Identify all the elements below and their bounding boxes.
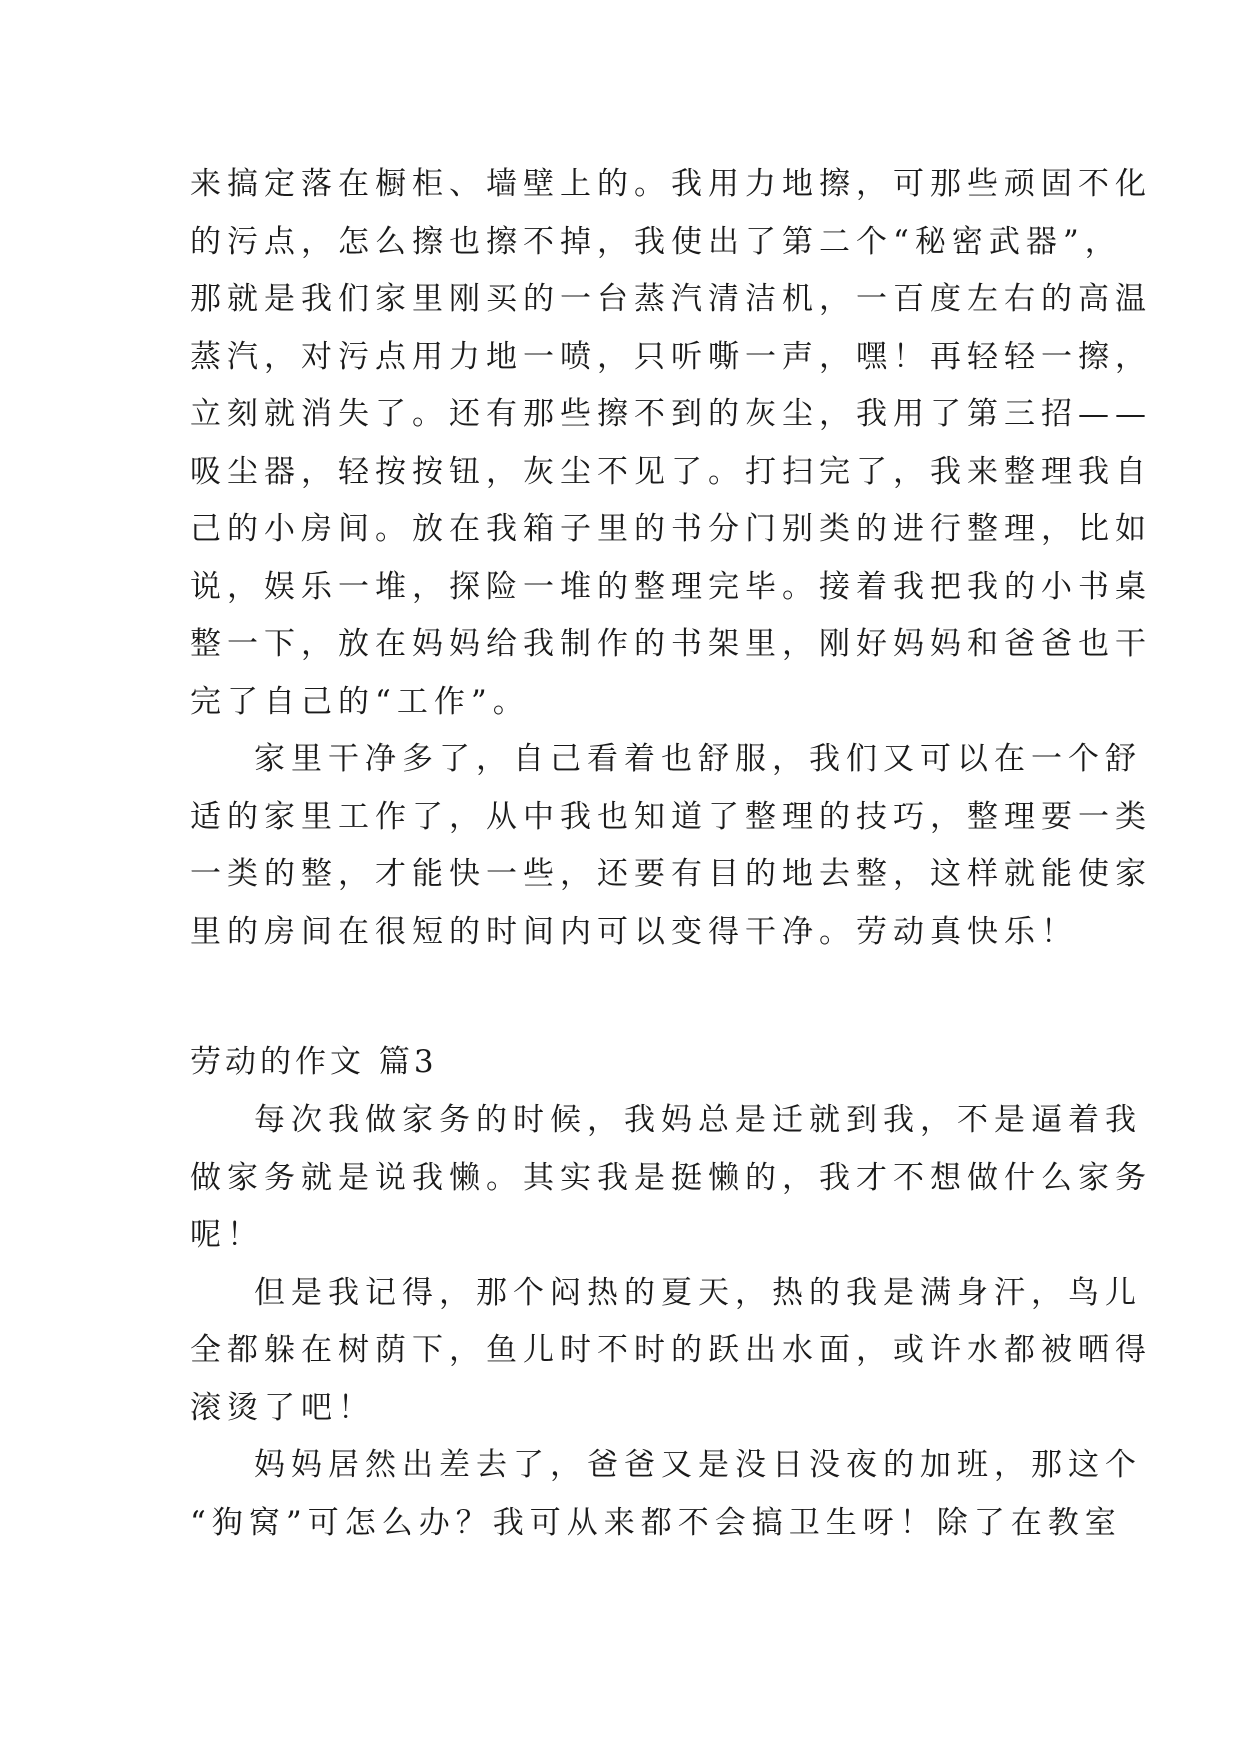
paragraph-line: 吸尘器，轻按按钮，灰尘不见了。打扫完了，我来整理我自 — [190, 453, 1152, 490]
paragraph-line: 立刻就消失了。还有那些擦不到的灰尘，我用了第三招—— — [190, 396, 1152, 432]
paragraph-line: 家里干净多了，自己看着也舒服，我们又可以在一个舒 — [254, 741, 1142, 777]
paragraph-line: 一类的整，才能快一些，还要有目的地去整，这样就能使家 — [190, 856, 1152, 892]
paragraph-line: 蒸汽，对污点用力地一喷，只听嘶一声，嘿！再轻轻一擦， — [190, 338, 1152, 375]
paragraph-line: 那就是我们家里刚买的一台蒸汽清洁机，一百度左右的高温 — [190, 281, 1152, 317]
paragraph-line: 里的房间在很短的时间内可以变得干净。劳动真快乐！ — [190, 913, 1078, 950]
paragraph-line: 全都躲在树荫下，鱼儿时不时的跃出水面，或许水都被晒得 — [190, 1332, 1152, 1368]
paragraph-line: “狗窝”可怎么办？我可从来都不会搞卫生呀！除了在教室 — [190, 1504, 1122, 1541]
essay-3-body — [190, 1092, 1152, 1552]
paragraph-line: 适的家里工作了，从中我也知道了整理的技巧，整理要一类 — [190, 798, 1152, 835]
paragraph-line: 每次我做家务的时候，我妈总是迁就到我，不是逼着我 — [254, 1102, 1142, 1138]
essay-heading: 劳动的作文 篇3 — [190, 1044, 438, 1080]
paragraph-line: 来搞定落在橱柜、墙壁上的。我用力地擦，可那些顽固不化 — [190, 166, 1152, 202]
paragraph-line: 整一下，放在妈妈给我制作的书架里，刚好妈妈和爸爸也干 — [190, 626, 1152, 662]
paragraph-line: 说，娱乐一堆，探险一堆的整理完毕。接着我把我的小书桌 — [190, 568, 1152, 605]
paragraph-line: 呢！ — [190, 1217, 264, 1253]
paragraph-line: 滚烫了吧！ — [190, 1389, 375, 1426]
paragraph-line: 但是我记得，那个闷热的夏天，热的我是满身汗，鸟儿 — [254, 1274, 1142, 1311]
paragraph-line: 己的小房间。放在我箱子里的书分门别类的进行整理，比如 — [190, 511, 1152, 547]
paragraph-line: 做家务就是说我懒。其实我是挺懒的，我才不想做什么家务 — [190, 1159, 1152, 1196]
paragraph-line: 妈妈居然出差去了，爸爸又是没日没夜的加班，那这个 — [254, 1447, 1142, 1483]
paragraph-line: 的污点，怎么擦也擦不掉，我使出了第二个“秘密武器”， — [190, 223, 1122, 260]
paragraph-line: 完了自己的“工作”。 — [190, 683, 530, 720]
essay-continuation — [190, 156, 1152, 961]
